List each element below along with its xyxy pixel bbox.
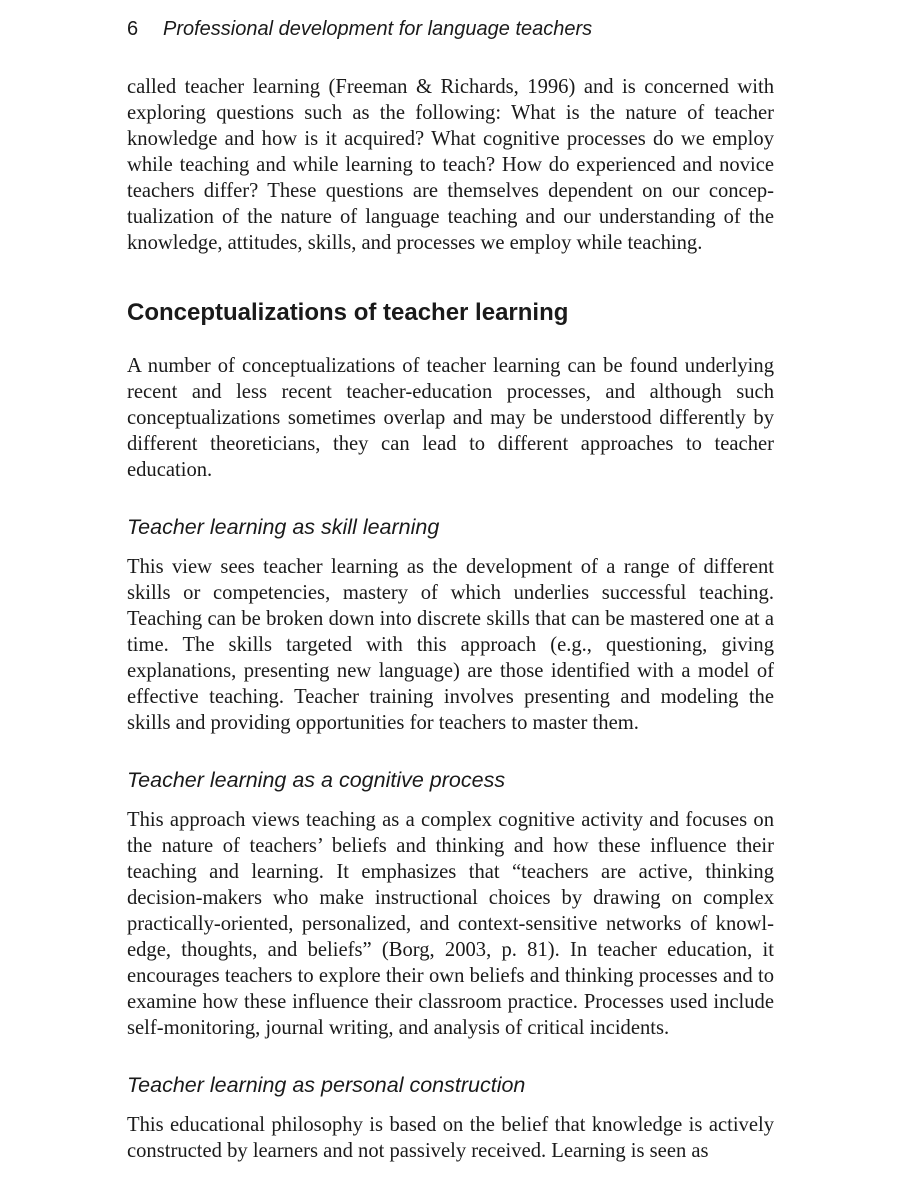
intro-paragraph: called teacher learning (Freeman & Richards, 1996) and is concerned with exploring questions such as the following: What is the nature of teacher knowledge and how is it acquired? What cognitive processes do we employ while teaching and while learning to teach? How do experienced and novice teachers differ? These questions are themselves dependent on our conceptualization of the nature of language teaching and our understanding of the knowledge, attitudes, skills, and processes we employ while teaching. [127, 76, 774, 254]
subheading-skill-learning: Teacher learning as skill learning [127, 515, 440, 539]
subheading-personal-construction: Teacher learning as personal construction [127, 1073, 526, 1097]
subheading-cognitive-process: Teacher learning as a cognitive process [127, 768, 506, 792]
conceptualizations-paragraph: A number of conceptualizations of teacher learning can be found underlying recent and less recent teacher-education processes, and although such conceptualizations sometimes overlap and may be understood differently by different theoreticians, they can lead to different approaches to teacher education. [127, 355, 774, 481]
page-number: 6 [127, 18, 139, 40]
running-title: Professional development for language teachers [163, 18, 593, 40]
personal-construction-paragraph: This educational philosophy is based on the belief that knowledge is actively constructed by learners and not passively received. Learning is seen as [127, 1114, 774, 1162]
skill-learning-paragraph: This view sees teacher learning as the development of a range of different skills or competencies, mastery of which underlies successful teaching. Teaching can be broken down into discrete skills that can be mastered one at a time. The skills targeted with this approach (e.g., questioning, giving explanations, presenting new language) are those identified with a model of effective teaching. Teacher training involves presenting and modeling the skills and providing opportunities for teachers to master them. [127, 556, 774, 734]
section-heading: Conceptualizations of teacher learning [127, 299, 569, 326]
running-head [127, 17, 592, 41]
cognitive-process-paragraph: This approach views teaching as a complex cognitive activity and focuses on the nature of teachers’ beliefs and thinking and how these influence their teaching and learning. It emphasizes that “teachers are active, thinking decision-makers who make instructional choices by drawing on complex practically-oriented, personalized, and context-sensitive networks of knowledge, thoughts, and beliefs” (Borg, 2003, p. 81). In teacher education, it encourages teachers to explore their own beliefs and thinking processes and to examine how these influence their classroom practice. Processes used include self-monitoring, journal writing, and analysis of critical incidents. [127, 809, 774, 1039]
